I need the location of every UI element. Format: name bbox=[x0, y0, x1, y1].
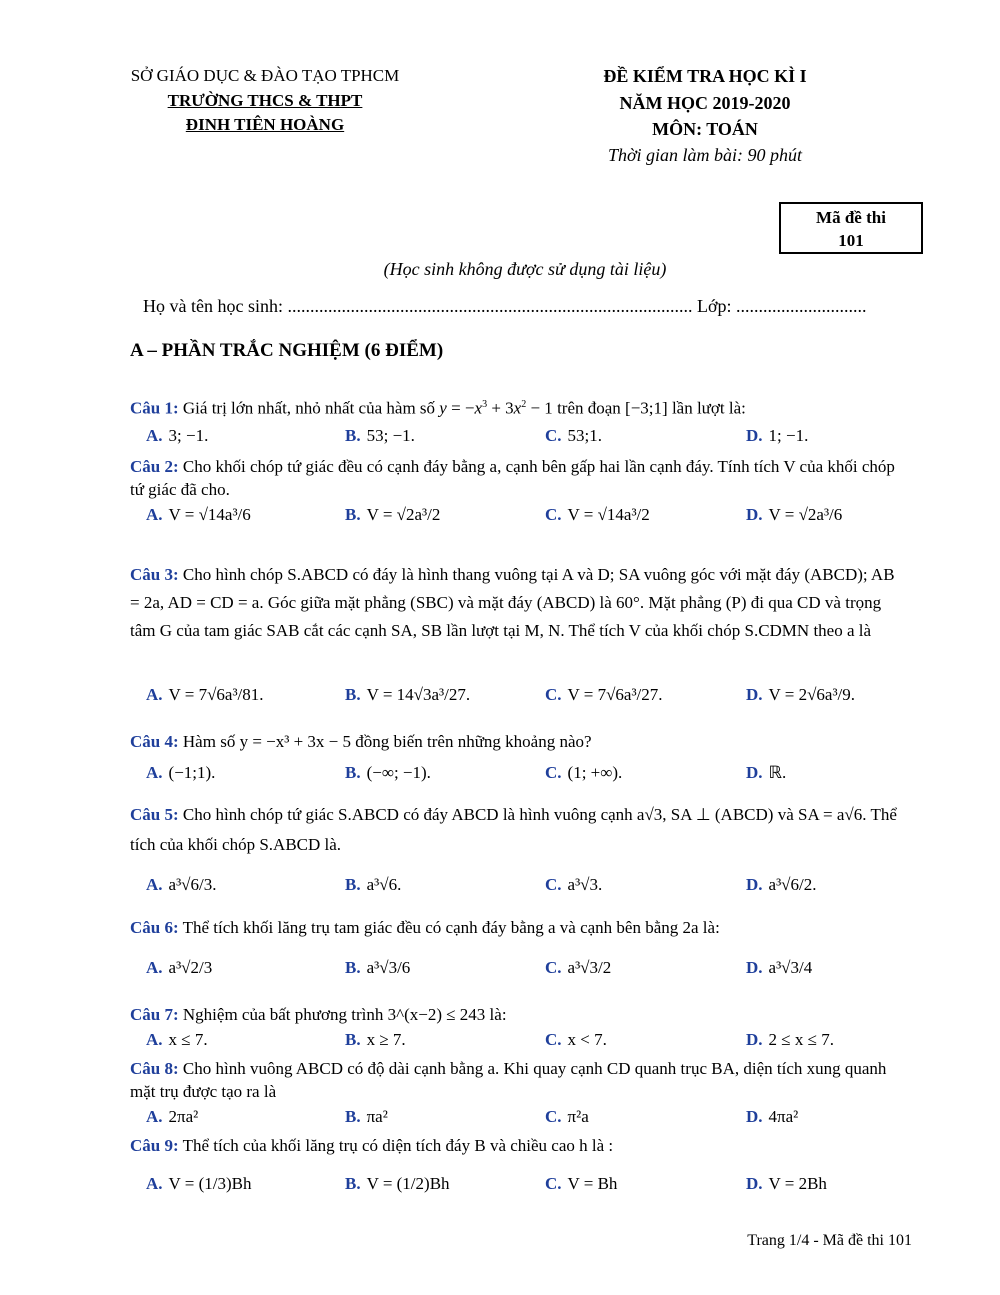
student-info-line[interactable]: Họ và tên học sinh: .......................................................................................... Lớp: ............................. bbox=[143, 296, 867, 316]
question-4: Câu 4: Hàm số y = −x³ + 3x − 5 đồng biến trên những khoảng nào? bbox=[130, 732, 592, 751]
q4-option-a[interactable]: A. (−1;1). bbox=[146, 763, 216, 782]
q3-option-a[interactable]: A. V = 7√6a³/81. bbox=[146, 685, 264, 704]
subject: MÔN: TOÁN bbox=[652, 119, 758, 139]
q5-option-b[interactable]: B. a³√6. bbox=[345, 875, 402, 894]
q9-option-b[interactable]: B. V = (1/2)Bh bbox=[345, 1174, 450, 1193]
exam-code-label: Mã đề thi bbox=[816, 208, 886, 227]
question-7: Câu 7: Nghiệm của bất phương trình 3^(x−2) ≤ 243 là: bbox=[130, 1005, 507, 1024]
q5-option-c[interactable]: C. a³√3. bbox=[545, 875, 603, 894]
school-name-line1: TRƯỜNG THCS & THPT bbox=[167, 91, 363, 110]
page-footer: Trang 1/4 - Mã đề thi 101 bbox=[747, 1232, 912, 1249]
q8-option-d[interactable]: D. 4πa² bbox=[746, 1107, 799, 1126]
question-5: Câu 5: Cho hình chóp tứ giác S.ABCD có đáy ABCD là hình vuông cạnh a√3, SA ⊥ (ABCD) và SA = a√6. Thể tích của khối chóp S.ABCD là. bbox=[130, 805, 897, 854]
q9-option-c[interactable]: C. V = Bh bbox=[545, 1174, 618, 1193]
section-title: A – PHẦN TRẮC NGHIỆM (6 ĐIỂM) bbox=[130, 340, 444, 361]
q1-option-b[interactable]: B. 53; −1. bbox=[345, 426, 415, 445]
q7-option-c[interactable]: C. x < 7. bbox=[545, 1030, 607, 1049]
q2-option-a[interactable]: A. V = √14a³/6 bbox=[146, 505, 251, 524]
question-8: Câu 8: Cho hình vuông ABCD có độ dài cạnh bằng a. Khi quay cạnh CD quanh trục BA, diện tích xung quanh mặt trụ được tạo ra là bbox=[130, 1059, 887, 1101]
school-name-line2: ĐINH TIÊN HOÀNG bbox=[185, 115, 345, 134]
q7-option-b[interactable]: B. x ≥ 7. bbox=[345, 1030, 406, 1049]
q6-option-d[interactable]: D. a³√3/4 bbox=[746, 958, 813, 977]
dept-name: SỞ GIÁO DỤC & ĐÀO TẠO TPHCM bbox=[130, 66, 400, 85]
exam-note: (Học sinh không được sử dụng tài liệu) bbox=[383, 259, 667, 279]
q9-option-a[interactable]: A. V = (1/3)Bh bbox=[146, 1174, 252, 1193]
q6-option-c[interactable]: C. a³√3/2 bbox=[545, 958, 612, 977]
exam-code-value: 101 bbox=[838, 231, 864, 250]
q2-option-c[interactable]: C. V = √14a³/2 bbox=[545, 505, 650, 524]
q6-option-a[interactable]: A. a³√2/3 bbox=[146, 958, 213, 977]
q8-option-b[interactable]: B. πa² bbox=[345, 1107, 388, 1126]
question-3: Câu 3: Cho hình chóp S.ABCD có đáy là hình thang vuông tại A và D; SA vuông góc với mặt đáy (ABCD); AB = 2a, AD = CD = a. Góc giữa mặt phẳng (SBC) và mặt đáy (ABCD) là 60°. Mặt phẳng (P) đi qua CD và trọng tâm G của tam giác SAB cắt các cạnh SA, SB lần lượt tại M, N. Thể tích V của khối chóp S.CDMN theo a là bbox=[130, 565, 895, 640]
q3-option-d[interactable]: D. V = 2√6a³/9. bbox=[746, 685, 856, 704]
exam-code-box bbox=[779, 202, 923, 254]
exam-time: Thời gian làm bài: 90 phút bbox=[607, 145, 803, 165]
q8-option-c[interactable]: C. π²a bbox=[545, 1107, 589, 1126]
q4-option-d[interactable]: D. ℝ. bbox=[746, 763, 787, 782]
q6-option-b[interactable]: B. a³√3/6 bbox=[345, 958, 411, 977]
q7-option-a[interactable]: A. x ≤ 7. bbox=[146, 1030, 208, 1049]
q1-option-d[interactable]: D. 1; −1. bbox=[746, 426, 809, 445]
q3-option-b[interactable]: B. V = 14√3a³/27. bbox=[345, 685, 471, 704]
q2-option-b[interactable]: B. V = √2a³/2 bbox=[345, 505, 441, 524]
question-2: Câu 2: Cho khối chóp tứ giác đều có cạnh đáy bằng a, cạnh bên gấp hai lần cạnh đáy. Tính tích V của khối chóp tứ giác đã cho. bbox=[130, 457, 895, 499]
exam-title: ĐỀ KIỂM TRA HỌC KÌ I bbox=[603, 66, 807, 86]
q2-option-d[interactable]: D. V = √2a³/6 bbox=[746, 505, 843, 524]
question-6: Câu 6: Thể tích khối lăng trụ tam giác đều có cạnh đáy bằng a và cạnh bên bằng 2a là: bbox=[130, 918, 720, 937]
question-9: Câu 9: Thể tích của khối lăng trụ có diện tích đáy B và chiều cao h là : bbox=[130, 1136, 614, 1155]
q8-option-a[interactable]: A. 2πa² bbox=[146, 1107, 199, 1126]
q7-option-d[interactable]: D. 2 ≤ x ≤ 7. bbox=[746, 1030, 834, 1049]
school-year: NĂM HỌC 2019-2020 bbox=[619, 93, 791, 113]
q5-option-d[interactable]: D. a³√6/2. bbox=[746, 875, 817, 894]
question-1: Câu 1: Giá trị lớn nhất, nhỏ nhất của hàm số $y = -x^3 + 3x^2 - 1$ trên đoạn [−3;1] lần lượt là: bbox=[130, 398, 746, 418]
q4-option-b[interactable]: B. (−∞; −1). bbox=[345, 763, 431, 782]
q1-option-c[interactable]: C. 53;1. bbox=[545, 426, 603, 445]
q1-option-a[interactable]: A. 3; −1. bbox=[146, 426, 209, 445]
q9-option-d[interactable]: D. V = 2Bh bbox=[746, 1174, 827, 1193]
q3-option-c[interactable]: C. V = 7√6a³/27. bbox=[545, 685, 663, 704]
q5-option-a[interactable]: A. a³√6/3. bbox=[146, 875, 217, 894]
q4-option-c[interactable]: C. (1; +∞). bbox=[545, 763, 623, 782]
